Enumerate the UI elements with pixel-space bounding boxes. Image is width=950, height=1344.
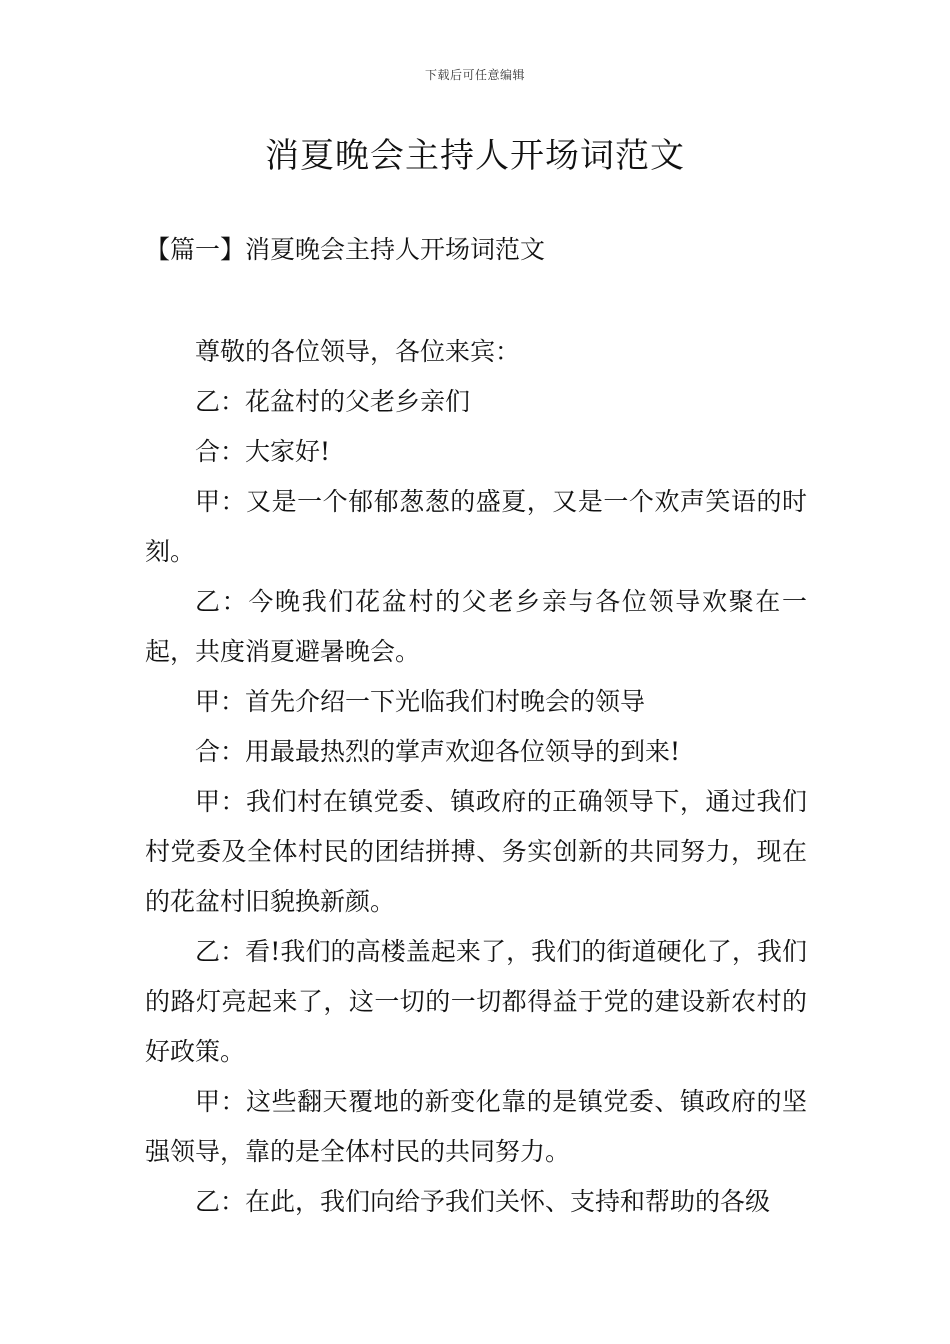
paragraph: 甲：这些翻天覆地的新变化靠的是镇党委、镇政府的坚强领导，靠的是全体村民的共同努力。 <box>145 1087 807 1166</box>
paragraph: 乙：看!我们的高楼盖起来了，我们的街道硬化了，我们的路灯亮起来了，这一切的一切都得益于党的建设新农村的好政策。 <box>145 937 807 1066</box>
paragraph: 合：大家好! <box>195 437 331 466</box>
paragraph: 甲：我们村在镇党委、镇政府的正确领导下，通过我们村党委及全体村民的团结拼搏、务实创新的共同努力，现在的花盆村旧貌换新颜。 <box>145 787 807 916</box>
header-note: 下载后可任意编辑 <box>424 68 525 82</box>
paragraph: 甲：又是一个郁郁葱葱的盛夏，又是一个欢声笑语的时刻。 <box>145 487 807 566</box>
paragraph: 合：用最最热烈的掌声欢迎各位领导的到来! <box>195 737 681 766</box>
paragraph: 乙：在此，我们向给予我们关怀、支持和帮助的各级 <box>195 1187 771 1216</box>
paragraph: 乙：花盆村的父老乡亲们 <box>195 387 471 416</box>
paragraph-greeting: 尊敬的各位领导，各位来宾： <box>195 337 521 366</box>
paragraph: 乙：今晚我们花盆村的父老乡亲与各位领导欢聚在一起，共度消夏避暑晚会。 <box>145 587 807 666</box>
document-body <box>145 327 807 1227</box>
document-title: 消夏晚会主持人开场词范文 <box>265 136 685 176</box>
section-heading: 【篇一】消夏晚会主持人开场词范文 <box>145 235 546 264</box>
paragraph: 甲：首先介绍一下光临我们村晚会的领导 <box>195 687 646 716</box>
